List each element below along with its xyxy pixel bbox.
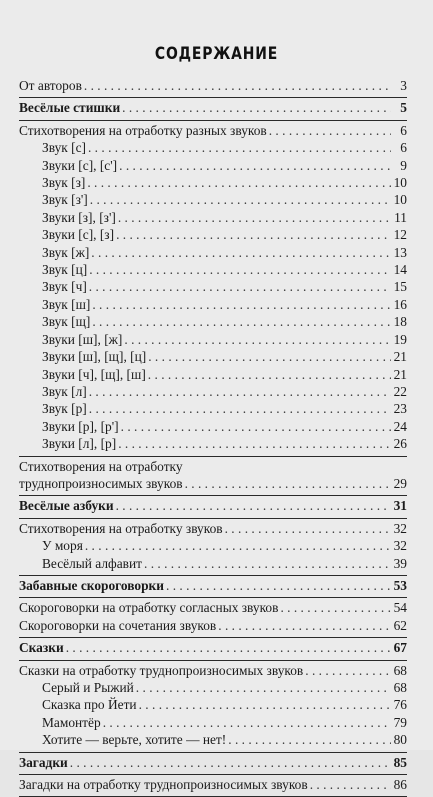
dot-leader — [310, 776, 391, 793]
toc-entry-label: Звук [ж] — [42, 244, 90, 260]
page-title: СОДЕРЖАНИЕ — [154, 44, 279, 64]
toc-page-number: 24 — [393, 418, 407, 434]
toc-page-number: 76 — [393, 697, 407, 713]
toc-entry-label: Забавные скороговорки — [19, 577, 164, 593]
dot-leader — [70, 754, 391, 771]
toc-entry[interactable] — [19, 662, 407, 679]
toc-page-number: 3 — [400, 78, 407, 93]
toc-page-number: 32 — [393, 538, 407, 554]
dot-leader — [225, 520, 391, 537]
toc-subentry[interactable] — [19, 278, 407, 295]
toc-section — [19, 496, 407, 518]
toc-entry-label: Мамонтёр — [42, 714, 101, 730]
toc-section — [19, 775, 407, 797]
toc-subentry[interactable] — [19, 261, 407, 278]
dot-leader — [92, 313, 391, 330]
toc-page-number: 29 — [393, 475, 407, 491]
toc-entry[interactable] — [19, 599, 407, 616]
toc-subentry[interactable] — [19, 714, 407, 731]
toc-section-heading[interactable] — [19, 497, 407, 514]
toc-section — [19, 598, 407, 638]
toc-entry[interactable] — [19, 77, 407, 94]
dot-leader — [89, 400, 391, 417]
dot-leader — [119, 157, 391, 174]
toc-entry-label: Звук [л] — [42, 383, 87, 399]
toc-subentry[interactable] — [19, 400, 407, 417]
dot-leader — [166, 577, 391, 594]
toc-subentry[interactable] — [19, 139, 407, 156]
toc-entry-label: Сказка про Йети — [42, 697, 137, 713]
dot-leader — [103, 714, 391, 731]
toc-entry-label: Звук [з] — [42, 175, 86, 191]
toc-subentry[interactable] — [19, 209, 407, 226]
toc-page-number: 9 — [400, 157, 407, 173]
toc-page-number: 19 — [393, 331, 407, 347]
dot-leader — [122, 99, 391, 116]
toc-entry-label: Скороговорки на отработку согласных звуков — [19, 600, 279, 616]
toc-page-number: 85 — [393, 754, 407, 770]
dot-leader — [87, 174, 391, 191]
dot-leader — [228, 731, 391, 748]
toc-section — [19, 753, 407, 775]
toc-page-number: 80 — [393, 732, 407, 748]
toc-section-heading[interactable] — [19, 754, 407, 771]
toc-subentry[interactable] — [19, 226, 407, 243]
toc-page-number: 18 — [393, 314, 407, 330]
toc-subentry[interactable] — [19, 555, 407, 572]
toc-subentry[interactable] — [19, 348, 407, 365]
toc-subentry[interactable] — [19, 435, 407, 452]
dot-leader — [116, 497, 391, 514]
toc-page-number: 15 — [393, 279, 407, 295]
toc-entry-label: Серый и Рыжий — [42, 680, 134, 695]
dot-leader — [148, 366, 391, 383]
toc-section — [19, 519, 407, 576]
dot-leader — [118, 209, 391, 226]
dot-leader — [89, 278, 391, 295]
dot-leader — [218, 617, 391, 634]
toc-entry-label: От авторов — [19, 78, 82, 93]
toc-entry-label: Стихотворения на отработку звуков — [19, 520, 223, 536]
toc-section — [19, 76, 407, 98]
toc-entry-label: Звук [ч] — [42, 279, 87, 295]
toc-entry-label: Звук [ш] — [42, 296, 91, 312]
dot-leader — [280, 599, 391, 616]
toc-page-number: 54 — [393, 600, 407, 616]
toc-entry-label: Звуки [р], [р'] — [42, 418, 119, 434]
dot-leader — [136, 679, 391, 696]
toc-page-number: 53 — [393, 577, 407, 593]
dot-leader — [118, 435, 391, 452]
dot-leader — [89, 261, 391, 278]
toc-entry[interactable] — [19, 122, 407, 139]
toc-page-number: 14 — [393, 262, 407, 278]
toc-subentry[interactable] — [19, 696, 407, 713]
toc-entry-label: Звуки [л], [р] — [42, 436, 117, 452]
toc-page-number: 22 — [393, 383, 407, 399]
toc-entry-label: Звуки [ш], [ж] — [42, 331, 123, 347]
toc-entry-label: Звуки [с], [з] — [42, 227, 115, 243]
toc-page-number: 21 — [393, 366, 407, 382]
toc-page-number: 6 — [400, 122, 407, 138]
toc-subentry[interactable] — [19, 244, 407, 261]
dot-leader — [91, 244, 391, 261]
toc-entry-label: Звук [р] — [42, 401, 87, 417]
toc-entry-label: Звуки [ш], [щ], [ц] — [42, 349, 147, 365]
toc-page-number: 26 — [393, 436, 407, 452]
toc-entry-label: Звуки [з], [з'] — [42, 209, 116, 225]
dot-leader — [89, 383, 391, 400]
toc-section — [19, 98, 407, 120]
toc-entry-label: Скороговорки на сочетания звуков — [19, 617, 217, 633]
toc-page-number: 23 — [393, 401, 407, 417]
toc-subentry[interactable] — [19, 366, 407, 383]
toc-entry-label: Звуки [ч], [щ], [ш] — [42, 366, 146, 382]
toc-entry-label-continued: труднопроизносимых звуков — [19, 475, 183, 491]
toc-subentry[interactable] — [19, 331, 407, 348]
toc-subentry[interactable] — [19, 157, 407, 174]
table-of-contents — [19, 76, 407, 797]
toc-entry-label: Загадки — [19, 754, 68, 770]
toc-section-heading[interactable] — [19, 99, 407, 116]
toc-entry-label: Стихотворения на отработку разных звуков — [19, 122, 267, 138]
toc-subentry[interactable] — [19, 313, 407, 330]
toc-page-number: 39 — [393, 555, 407, 571]
toc-entry-label: Сказки на отработку труднопроизносимых звуков — [19, 662, 304, 678]
toc-entry-label: Хотите — верьте, хотите — нет! — [42, 732, 227, 748]
toc-entry-label-group — [19, 458, 183, 493]
toc-page-number: 62 — [393, 617, 407, 633]
toc-entry-label: Звук [щ] — [42, 314, 91, 330]
dot-leader — [139, 696, 391, 713]
toc-page-number: 79 — [393, 714, 407, 730]
toc-entry-label: Звук [ц] — [42, 262, 88, 278]
toc-subentry[interactable] — [19, 383, 407, 400]
toc-entry-label: Загадки на отработку труднопроизносимых звуков — [19, 777, 308, 793]
dot-leader — [185, 475, 391, 492]
dot-leader — [148, 348, 391, 365]
toc-page-number: 12 — [393, 227, 407, 243]
toc-page-number: 21 — [393, 349, 407, 365]
toc-entry[interactable] — [19, 458, 407, 493]
dot-leader — [124, 331, 391, 348]
toc-section-heading[interactable] — [19, 639, 407, 656]
toc-section — [19, 121, 407, 457]
dot-leader — [90, 191, 391, 208]
toc-subentry[interactable] — [19, 296, 407, 313]
toc-page-number: 86 — [393, 777, 407, 793]
dot-leader — [85, 537, 391, 554]
dot-leader — [92, 296, 391, 313]
toc-page-number: 32 — [393, 520, 407, 536]
toc-page-number: 67 — [393, 640, 407, 656]
toc-page-number: 11 — [394, 209, 407, 225]
toc-page-number: 68 — [393, 680, 407, 695]
dot-leader — [88, 139, 391, 156]
toc-entry-label: Стихотворения на отработку — [19, 458, 183, 474]
toc-section — [19, 576, 407, 598]
toc-entry-label: Весёлый алфавит — [42, 555, 142, 571]
dot-leader — [66, 639, 391, 656]
toc-page-number: 16 — [393, 296, 407, 312]
toc-subentry[interactable] — [19, 418, 407, 435]
toc-section — [19, 638, 407, 660]
toc-page-number: 10 — [393, 175, 407, 191]
toc-entry-label: Звук [с] — [42, 140, 86, 156]
toc-page-number: 31 — [393, 498, 407, 514]
dot-leader — [305, 662, 391, 679]
toc-page-number: 68 — [393, 662, 407, 678]
dot-leader — [121, 418, 391, 435]
toc-entry[interactable] — [19, 776, 407, 793]
toc-page-number: 10 — [393, 192, 407, 208]
toc-entry-label: Весёлые азбуки — [19, 498, 114, 514]
toc-entry-label: Звук [з'] — [42, 192, 88, 208]
toc-section — [19, 661, 407, 753]
dot-leader — [84, 77, 391, 94]
dot-leader — [269, 122, 391, 139]
toc-entry[interactable] — [19, 617, 407, 634]
toc-subentry[interactable] — [19, 537, 407, 554]
dot-leader — [116, 226, 391, 243]
toc-section-heading[interactable] — [19, 577, 407, 594]
toc-entry[interactable] — [19, 520, 407, 537]
toc-page-number: 13 — [393, 244, 407, 260]
toc-subentry[interactable] — [19, 731, 407, 748]
toc-entry-label: Весёлые стишки — [19, 100, 121, 116]
toc-entry-label: Сказки — [19, 640, 64, 656]
toc-entry-label: Звуки [с], [с'] — [42, 157, 118, 173]
toc-section — [19, 457, 407, 497]
toc-page-number: 5 — [400, 100, 407, 116]
toc-subentry[interactable] — [19, 174, 407, 191]
toc-subentry[interactable] — [19, 679, 407, 696]
dot-leader — [144, 555, 391, 572]
toc-page-number: 6 — [400, 140, 407, 156]
toc-subentry[interactable] — [19, 191, 407, 208]
toc-entry-label: У моря — [42, 538, 83, 554]
